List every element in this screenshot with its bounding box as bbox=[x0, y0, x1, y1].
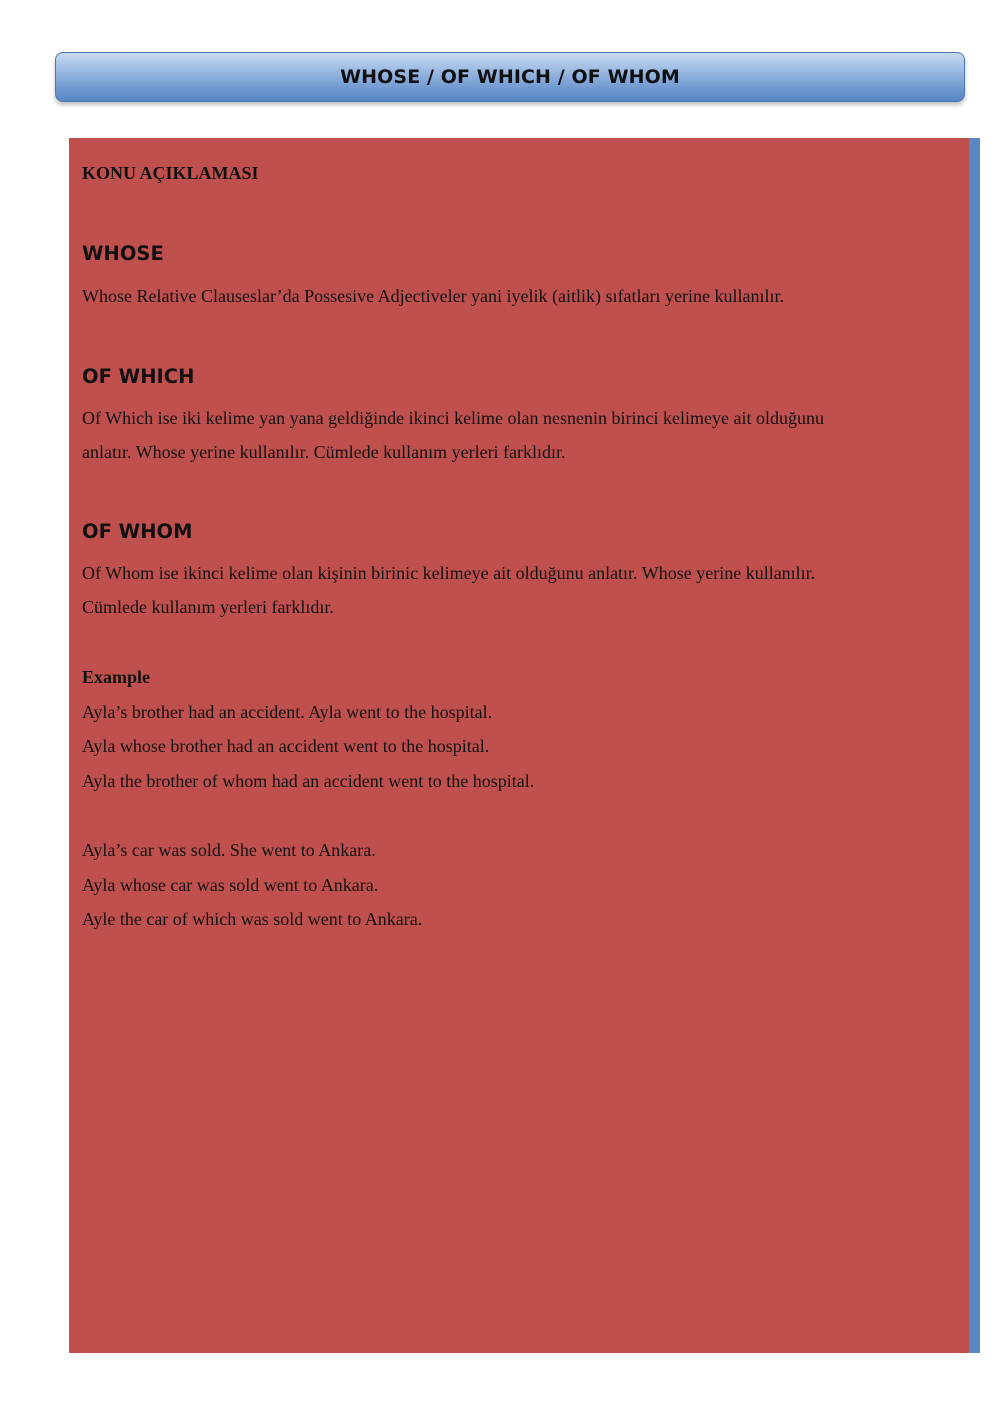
example-sentence: Ayla whose car was sold went to Ankara. bbox=[82, 875, 379, 895]
section-text-whose-line-1: Whose Relative Clauseslar’da Possesive Adjectiveler yani iyelik (aitlik) sıfatları yerine kullanılır. bbox=[82, 286, 784, 306]
section-heading-of-whom: OF WHOM bbox=[82, 520, 193, 543]
example-label: Example bbox=[82, 667, 151, 687]
topic-label: KONU AÇIKLAMASI bbox=[82, 163, 259, 183]
right-accent-stripe bbox=[969, 138, 980, 1353]
example-sentence: Ayla’s brother had an accident. Ayla went to the hospital. bbox=[82, 702, 493, 722]
section-text-of-which-line-1: Of Which ise iki kelime yan yana geldiğinde ikinci kelime olan nesnenin birinci kelimeye ait olduğunu bbox=[82, 408, 824, 428]
example-sentence: Ayla’s car was sold. She went to Ankara. bbox=[82, 840, 376, 860]
title-banner bbox=[55, 52, 965, 102]
page-title: WHOSE / OF WHICH / OF WHOM bbox=[340, 66, 680, 88]
example-sentence: Ayle the car of which was sold went to Ankara. bbox=[82, 909, 423, 929]
example-sentence: Ayla whose brother had an accident went to the hospital. bbox=[82, 736, 490, 756]
section-heading-whose: WHOSE bbox=[82, 242, 164, 265]
content-panel bbox=[69, 138, 980, 1353]
section-text-of-which-line-2: anlatır. Whose yerine kullanılır. Cümlede kullanım yerleri farklıdır. bbox=[82, 442, 566, 462]
section-text-of-whom-line-2: Cümlede kullanım yerleri farklıdır. bbox=[82, 597, 334, 617]
example-sentence: Ayla the brother of whom had an accident went to the hospital. bbox=[82, 771, 535, 791]
section-heading-of-which: OF WHICH bbox=[82, 365, 195, 388]
section-text-of-whom-line-1: Of Whom ise ikinci kelime olan kişinin birinic kelimeye ait olduğunu anlatır. Whose yerine kullanılır. bbox=[82, 563, 816, 583]
